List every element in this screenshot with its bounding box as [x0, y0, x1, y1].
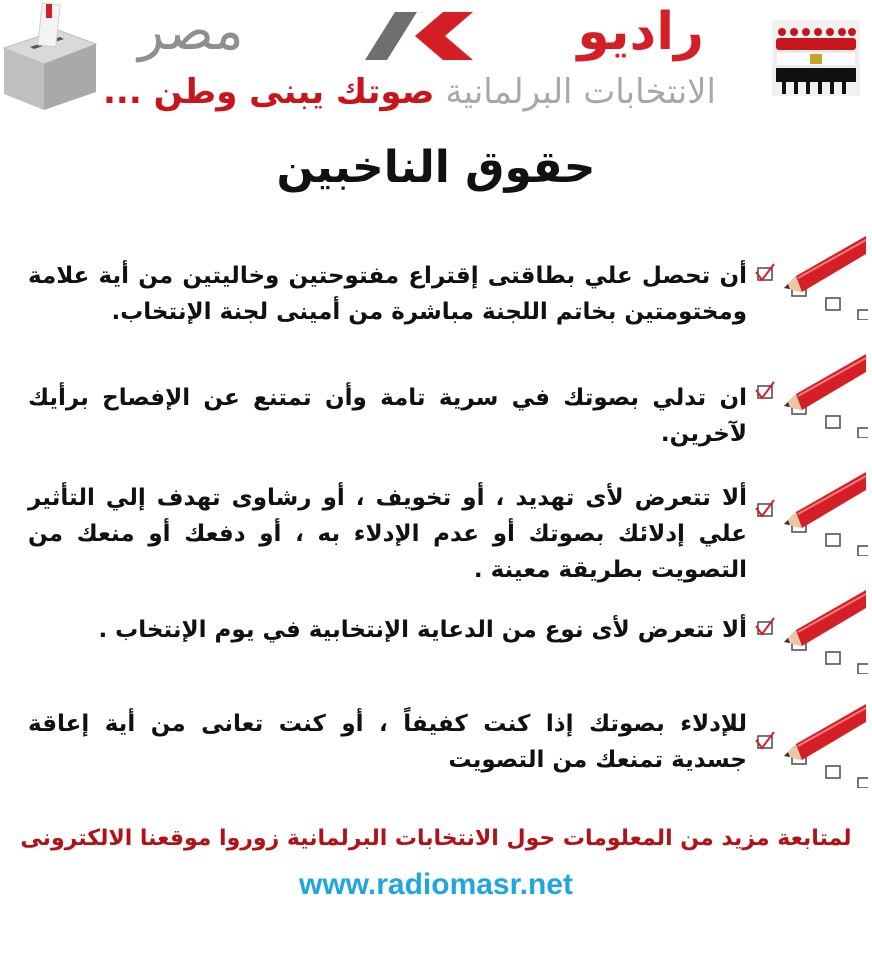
pencil-checklist-icon	[750, 468, 868, 556]
pencil-checklist-icon	[750, 350, 868, 438]
ballot-box-icon	[0, 0, 100, 110]
tagline	[103, 68, 716, 116]
right-item: ألا تتعرض لأى تهديد ، أو تخويف ، أو رشاوى تهدف إلي التأثير علي إدلائك بصوتك أو عدم الإدلاء به ، أو دفعك أو منعك من التصويت بطريقة معينة .	[28, 485, 747, 583]
right-item: أن تحصل علي بطاقتى إقتراع مفتوحتين وخاليتين من أية علامة ومختومتين بخاتم اللجنة مباشرة من أمينى لجنة الإنتخاب.	[28, 263, 747, 325]
brand-radio: راديو	[577, 2, 704, 62]
pencil-checklist-icon	[750, 700, 868, 788]
tagline-elections: الانتخابات البرلمانية	[445, 72, 716, 112]
page-title: حقوق الناخبين	[276, 142, 596, 193]
brand-chevron-logo	[365, 10, 475, 62]
right-item: ان تدلي بصوتك في سرية تامة وأن تمتنع عن الإفصاح برأيك لآخرين.	[28, 385, 747, 447]
egypt-flag-people-logo	[772, 20, 860, 96]
right-item: للإدلاء بصوتك إذا كنت كفيفاً ، أو كنت تعانى من أية إعاقة جسدية تمنعك من التصويت	[28, 711, 747, 773]
pencil-checklist-icon	[750, 232, 868, 320]
pencil-checklist-icon	[750, 586, 868, 674]
footer-info-text: لمتابعة مزيد من المعلومات حول الانتخابات البرلمانية زوروا موقعنا الالكترونى	[20, 826, 852, 851]
right-item: ألا تتعرض لأى نوع من الدعاية الإنتخابية في يوم الإنتخاب .	[98, 617, 747, 643]
website-link[interactable]: www.radiomasr.net	[299, 868, 573, 901]
brand-masr: مصر	[138, 0, 244, 62]
tagline-slogan: صوتك يبنى وطن ...	[102, 72, 435, 112]
